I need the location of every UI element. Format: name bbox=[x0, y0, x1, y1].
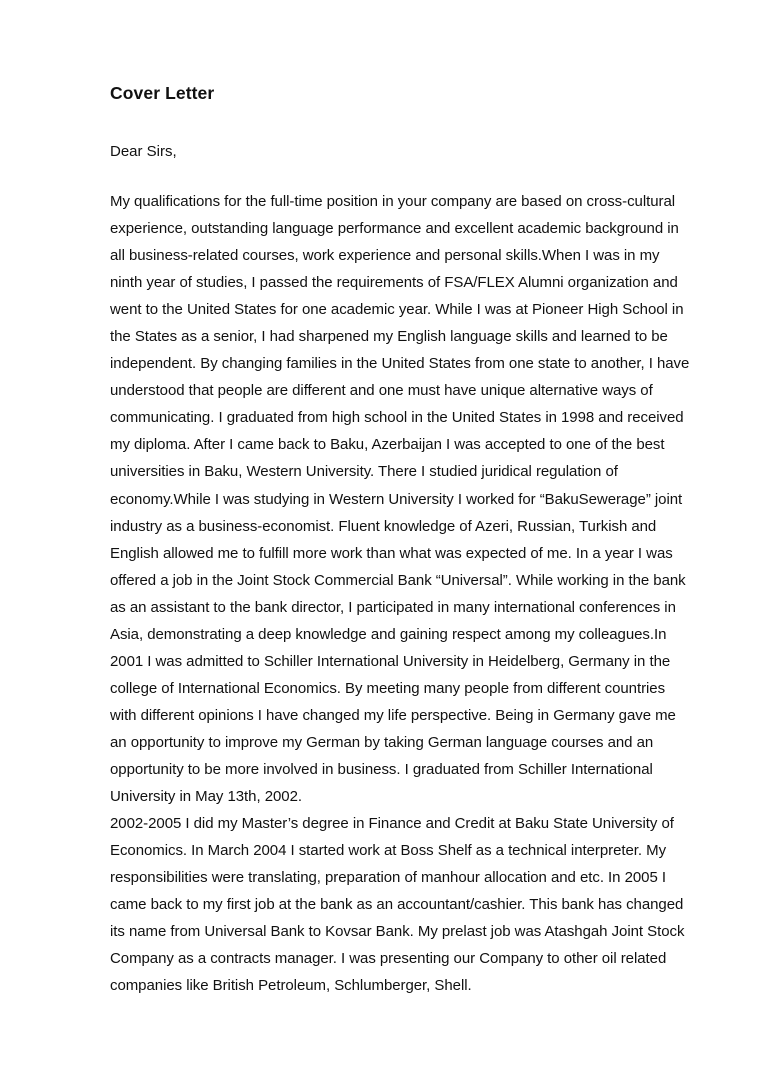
body-line: economy.While I was studying in Western University I worked for “BakuSewerage” joint bbox=[110, 490, 683, 508]
body-line: came back to my first job at the bank as an accountant/cashier. This bank has changed bbox=[110, 896, 684, 914]
body-line: universities in Baku, Western University. There I studied juridical regulation of bbox=[110, 463, 618, 481]
body-line: with different opinions I have changed my life perspective. Being in Germany gave me bbox=[110, 706, 676, 724]
body-line: its name from Universal Bank to Kovsar Bank. My prelast job was Atashgah Joint Stock bbox=[110, 923, 685, 941]
body-line: offered a job in the Joint Stock Commercial Bank “Universal”. While working in the bank bbox=[110, 571, 686, 589]
body-line: my diploma. After I came back to Baku, Azerbaijan I was accepted to one of the best bbox=[110, 436, 665, 454]
body-line: ninth year of studies, I passed the requirements of FSA/FLEX Alumni organization and bbox=[110, 274, 678, 292]
body-line: understood that people are different and one must have unique alternative ways of bbox=[110, 382, 653, 400]
body-line: responsibilities were translating, preparation of manhour allocation and etc. In 2005 I bbox=[110, 869, 666, 887]
body-line: Asia, demonstrating a deep knowledge and gaining respect among my colleagues.In bbox=[110, 625, 667, 643]
salutation: Dear Sirs, bbox=[110, 143, 177, 160]
body-line: an opportunity to improve my German by taking German language courses and an bbox=[110, 733, 654, 751]
document-title: Cover Letter bbox=[110, 83, 215, 103]
body-line: English allowed me to fulfill more work than what was expected of me. In a year I was bbox=[110, 544, 673, 562]
body-line: communicating. I graduated from high school in the United States in 1998 and received bbox=[110, 409, 684, 427]
body-line: industry as a business-economist. Fluent knowledge of Azeri, Russian, Turkish and bbox=[110, 517, 657, 535]
body-line: went to the United States for one academic year. While I was at Pioneer High School in bbox=[110, 301, 684, 319]
body-line: 2002-2005 I did my Master’s degree in Finance and Credit at Baku State University of bbox=[110, 815, 674, 833]
letter-body bbox=[110, 188, 730, 999]
body-line: companies like British Petroleum, Schlumberger, Shell. bbox=[110, 977, 472, 995]
body-line: as an assistant to the bank director, I participated in many international conferences in bbox=[110, 598, 676, 616]
body-line: 2001 I was admitted to Schiller International University in Heidelberg, Germany in the bbox=[110, 652, 671, 670]
body-line: the States as a senior, I had sharpened my English language skills and learned to be bbox=[110, 328, 668, 346]
body-line: Economics. In March 2004 I started work at Boss Shelf as a technical interpreter. My bbox=[110, 842, 667, 860]
body-line: My qualifications for the full-time position in your company are based on cross-cultural bbox=[110, 193, 676, 210]
body-line: all business-related courses, work experience and personal skills.When I was in my bbox=[110, 247, 660, 265]
body-line: University in May 13th, 2002. bbox=[110, 788, 302, 806]
body-line: experience, outstanding language performance and excellent academic background in bbox=[110, 220, 679, 238]
body-line: opportunity to be more involved in business. I graduated from Schiller International bbox=[110, 760, 653, 778]
body-line: Company as a contracts manager. I was presenting our Company to other oil related bbox=[110, 950, 667, 968]
body-line: college of International Economics. By meeting many people from different countries bbox=[110, 679, 666, 697]
body-line: independent. By changing families in the United States from one state to another, I have bbox=[110, 355, 690, 373]
